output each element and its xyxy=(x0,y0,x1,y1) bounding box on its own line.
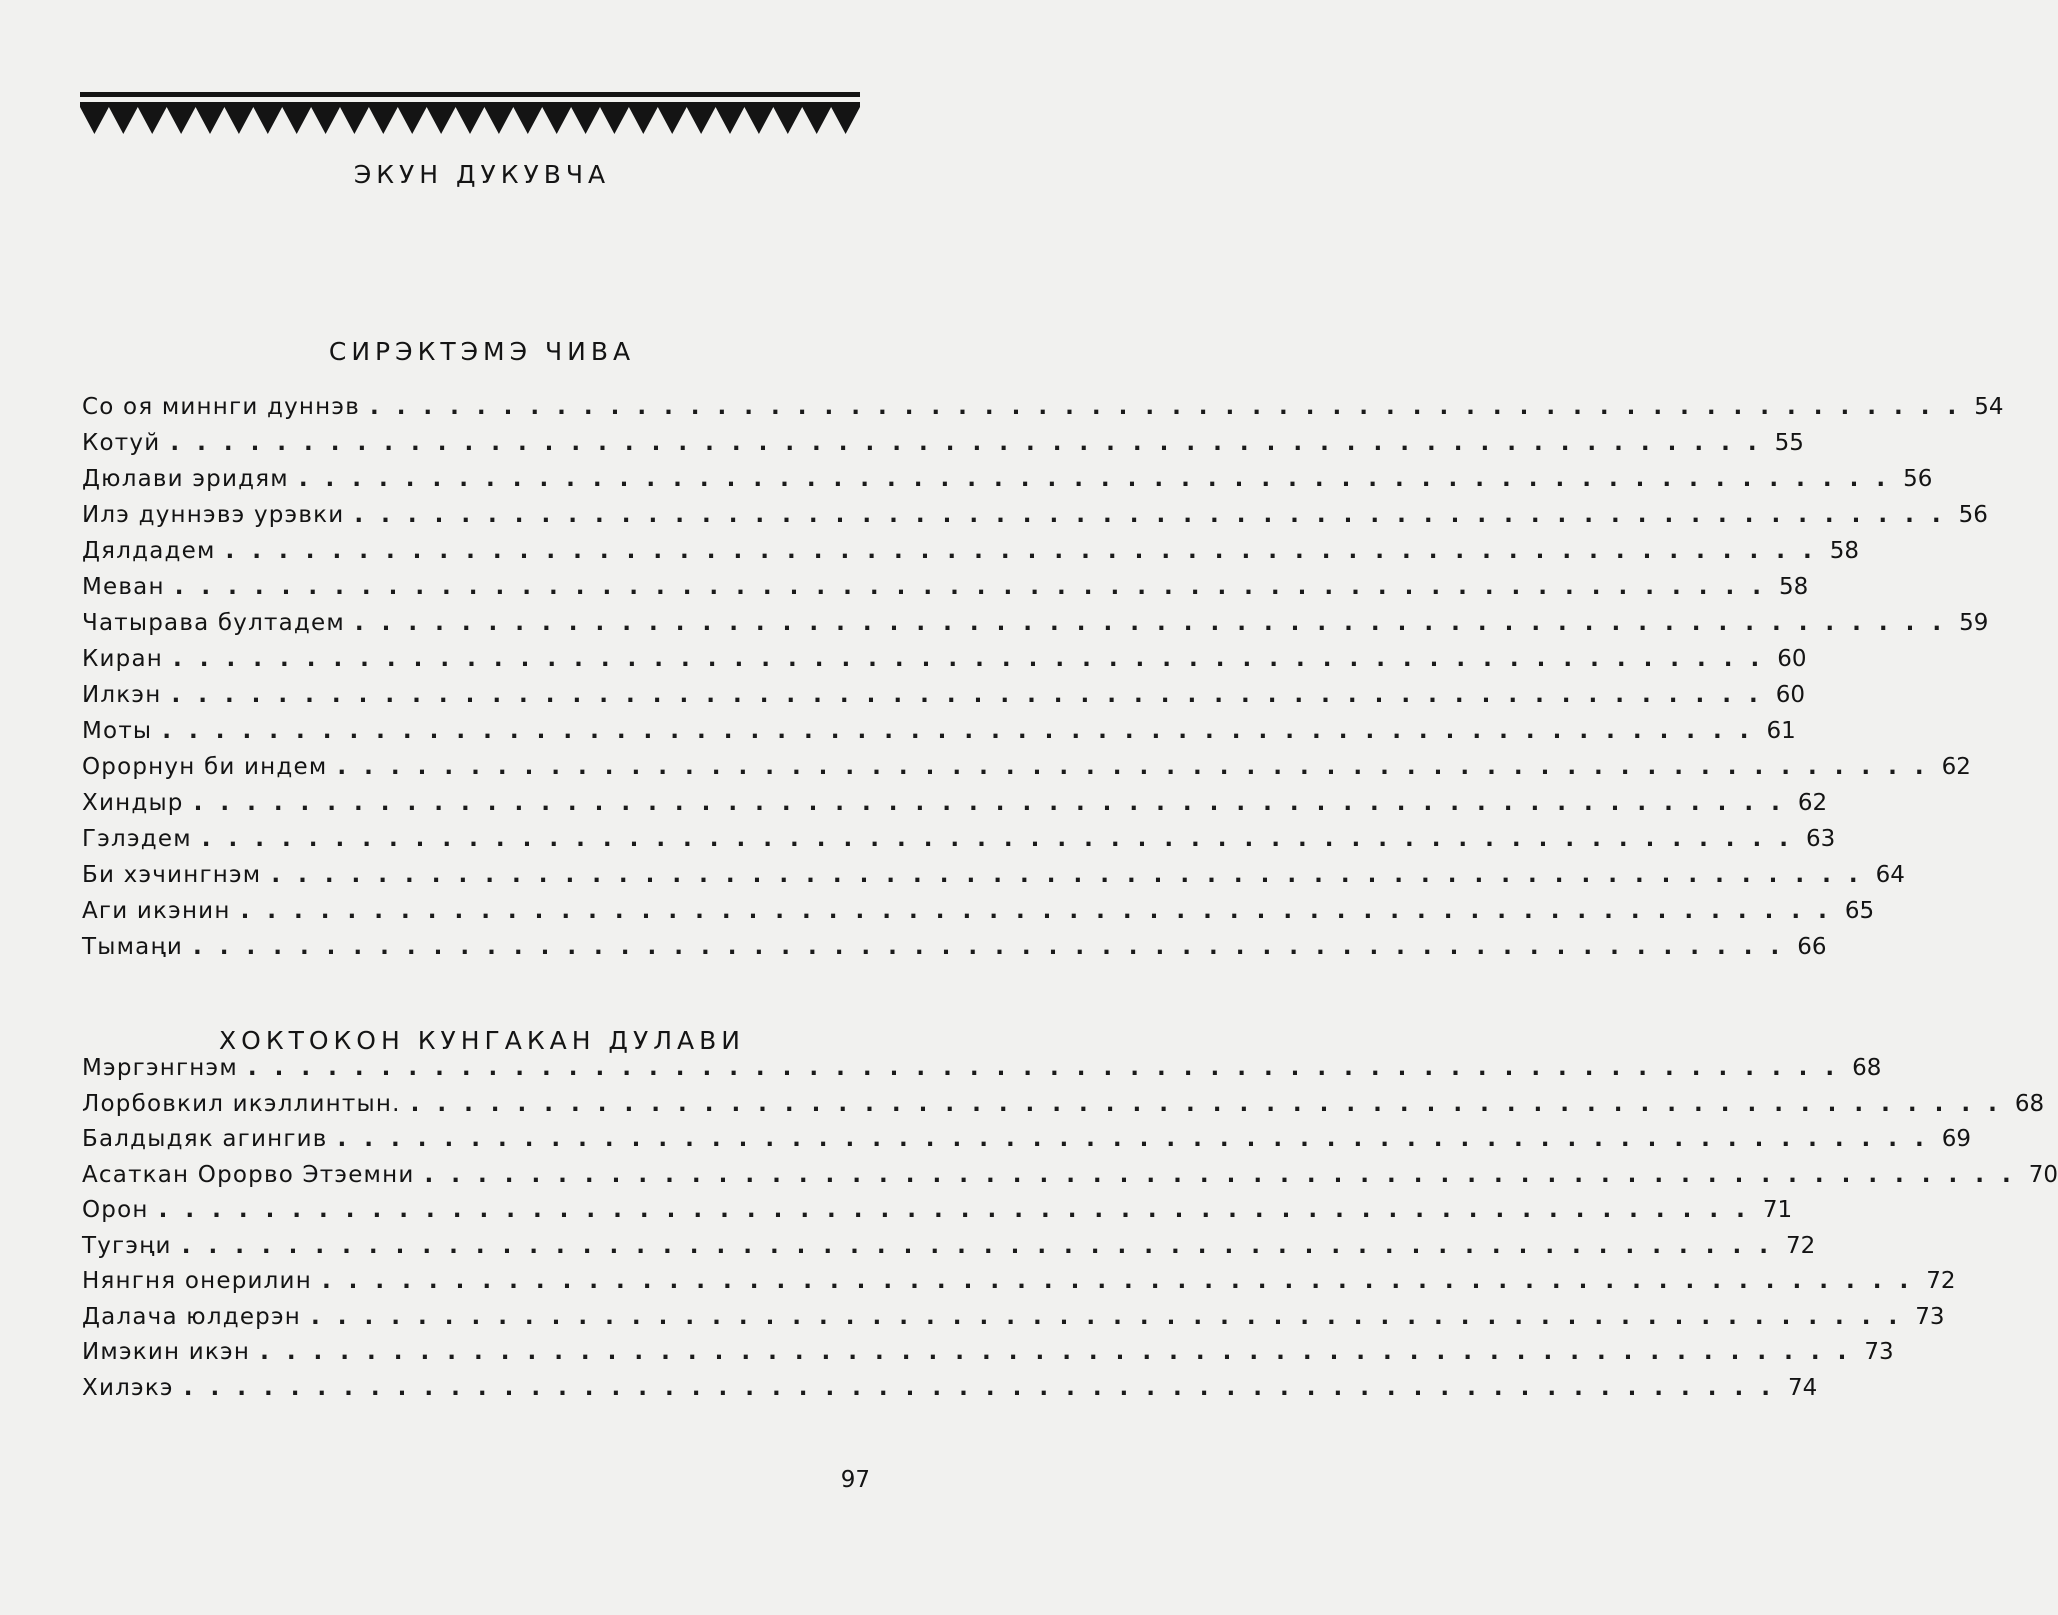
toc-entry xyxy=(82,1090,2045,1125)
toc-entry-title: Мэргэнгнэм xyxy=(82,1055,238,1081)
dot-leader: ............................................................ xyxy=(193,790,1798,816)
toc-entry-title: Хилэкэ xyxy=(82,1374,174,1401)
toc-entry-title: Илкэн xyxy=(82,682,162,708)
toc-entry-title: Чатырава бултадем xyxy=(82,610,345,636)
toc-entry-title: Котуй xyxy=(82,430,161,456)
toc-entry-page: 70 xyxy=(2028,1161,2058,1188)
dot-leader: ............................................................ xyxy=(201,826,1807,852)
toc-entry-page: 61 xyxy=(1766,718,1796,744)
dot-leader: ............................................................ xyxy=(410,1090,2015,1117)
toc-entry xyxy=(82,1232,1816,1267)
toc-entry-page: 56 xyxy=(1958,502,1988,528)
dot-leader: ............................................................ xyxy=(162,718,1767,744)
dot-leader: ............................................................ xyxy=(271,862,1876,888)
toc-entry-title: Дюлави эридям xyxy=(82,466,289,492)
toc-entry-title: Би хэчингнэм xyxy=(82,862,262,888)
dot-leader: ............................................................ xyxy=(171,682,1776,708)
toc-entry-page: 58 xyxy=(1778,574,1809,600)
dot-leader: ............................................................ xyxy=(183,1374,1788,1401)
toc-entry xyxy=(82,826,1836,860)
toc-entry-page: 58 xyxy=(1829,538,1860,564)
toc-entry xyxy=(82,574,1809,608)
dot-leader: ............................................................ xyxy=(298,466,1904,492)
toc-entry-page: 69 xyxy=(1941,1126,1972,1152)
toc-entry-title: Лорбовкил икэллинтын. xyxy=(82,1090,401,1117)
toc-entry-title: Хиндыр xyxy=(82,790,184,816)
toc-entry-page: 66 xyxy=(1797,934,1827,960)
dot-leader: ............................................................ xyxy=(311,1303,1916,1330)
dot-leader: ............................................................ xyxy=(240,898,1845,924)
toc-entry xyxy=(82,1197,1793,1231)
toc-entry-page: 60 xyxy=(1775,682,1805,708)
toc-entry xyxy=(82,790,1828,824)
toc-entry-page: 68 xyxy=(1852,1055,1882,1081)
toc-entry-page: 64 xyxy=(1875,862,1905,888)
dot-leader: ............................................................ xyxy=(337,754,1942,780)
author-name: ЭКУН ДУКУВЧА xyxy=(353,160,611,189)
dot-leader: ............................................................ xyxy=(225,538,1830,564)
toc-entry-page: 55 xyxy=(1774,430,1804,456)
toc-entry-page: 68 xyxy=(2014,1090,2045,1117)
dot-leader: ............................................................ xyxy=(158,1197,1763,1223)
toc-entry-title: Орон xyxy=(82,1197,149,1223)
toc-entry-title: Имэкин икэн xyxy=(82,1339,251,1365)
toc-entry xyxy=(82,1161,2058,1196)
toc-entry xyxy=(82,754,1971,788)
dot-leader: ............................................................ xyxy=(424,1161,2029,1188)
toc-entry xyxy=(82,862,1905,896)
toc-entry xyxy=(82,682,1805,716)
toc-entry-page: 65 xyxy=(1844,898,1875,924)
dot-leader: ............................................................ xyxy=(354,502,1959,528)
dot-leader: ............................................................ xyxy=(369,394,1975,420)
toc-entry-title: Моты xyxy=(82,718,153,744)
toc-entry xyxy=(82,646,1807,680)
toc-entry-page: 59 xyxy=(1959,610,1989,636)
dot-leader: ............................................................ xyxy=(181,1232,1786,1259)
toc-entry xyxy=(82,1126,1972,1160)
toc-entry xyxy=(82,1374,1818,1409)
toc-entry-title: Меван xyxy=(82,574,165,600)
ornament-border xyxy=(80,92,860,138)
toc-entry xyxy=(82,1268,1956,1302)
dot-leader: ............................................................ xyxy=(170,430,1775,456)
toc-entry xyxy=(82,466,1933,500)
dot-leader: ............................................................ xyxy=(321,1268,1927,1294)
toc-entry-page: 72 xyxy=(1926,1268,1956,1294)
toc-entry-page: 54 xyxy=(1974,394,2004,420)
toc-entry xyxy=(82,538,1860,572)
section-title-sirektaeme-chiva: СИРЭКТЭМЭ ЧИВА xyxy=(328,337,636,366)
toc-entry-title: Асаткан Ороpво Этэемни xyxy=(82,1161,415,1188)
toc-entry-title: Аги икэнин xyxy=(82,898,231,924)
dot-leader: ............................................................ xyxy=(260,1339,1865,1365)
toc-entry-page: 62 xyxy=(1797,790,1828,816)
dot-leader: ............................................................ xyxy=(247,1055,1853,1081)
toc-entry xyxy=(82,430,1804,464)
toc-entry-page: 73 xyxy=(1864,1339,1894,1365)
dot-leader: ............................................................ xyxy=(173,646,1778,672)
toc-entry-title: Гэлэдем xyxy=(82,826,192,852)
toc-entry-title: Киран xyxy=(82,646,164,672)
toc-entry-title: Тымаңи xyxy=(82,934,183,960)
toc-entry xyxy=(82,610,1989,644)
toc-entry xyxy=(82,1339,1894,1373)
dot-leader: ............................................................ xyxy=(174,574,1779,600)
toc-entry-page: 73 xyxy=(1915,1303,1945,1330)
toc-entry xyxy=(82,394,2004,428)
toc-entry-title: Далача юлдерэн xyxy=(82,1303,302,1330)
section-title-hoktokon: ХОКТОКОН КУНГАКАН ДУЛАВИ xyxy=(219,1026,745,1055)
page-number: 97 xyxy=(840,1467,870,1493)
toc-entry-title: Илэ дуннэвэ урэвки xyxy=(82,502,345,528)
toc-entry-title: Орорнун би индем xyxy=(82,754,328,780)
toc-entry xyxy=(82,934,1827,968)
toc-entry xyxy=(82,502,1988,536)
toc-entry-title: Дялдадем xyxy=(82,538,216,564)
toc-entry-page: 63 xyxy=(1806,826,1836,852)
toc-entry xyxy=(82,898,1875,932)
toc-entry-page: 74 xyxy=(1788,1374,1818,1401)
toc-entry-title: Тугэңи xyxy=(82,1232,172,1259)
toc-entry-page: 72 xyxy=(1785,1232,1816,1259)
toc-entry-title: Со оя миннги дуннэв xyxy=(82,394,360,420)
dot-leader: ............................................................ xyxy=(337,1126,1942,1152)
toc-entry-page: 60 xyxy=(1777,646,1807,672)
toc-entry-page: 71 xyxy=(1762,1197,1793,1223)
dot-leader: ............................................................ xyxy=(354,610,1960,636)
toc-entry-page: 62 xyxy=(1941,754,1971,780)
toc-entry xyxy=(82,1303,1945,1338)
toc-entry xyxy=(82,1055,1882,1089)
toc-entry xyxy=(82,718,1796,752)
toc-entry-title: Балдыдяк агингив xyxy=(82,1126,328,1152)
toc-entry-title: Нянгня онерилин xyxy=(82,1268,312,1294)
toc-entry-page: 56 xyxy=(1903,466,1933,492)
dot-leader: ............................................................ xyxy=(193,934,1798,960)
